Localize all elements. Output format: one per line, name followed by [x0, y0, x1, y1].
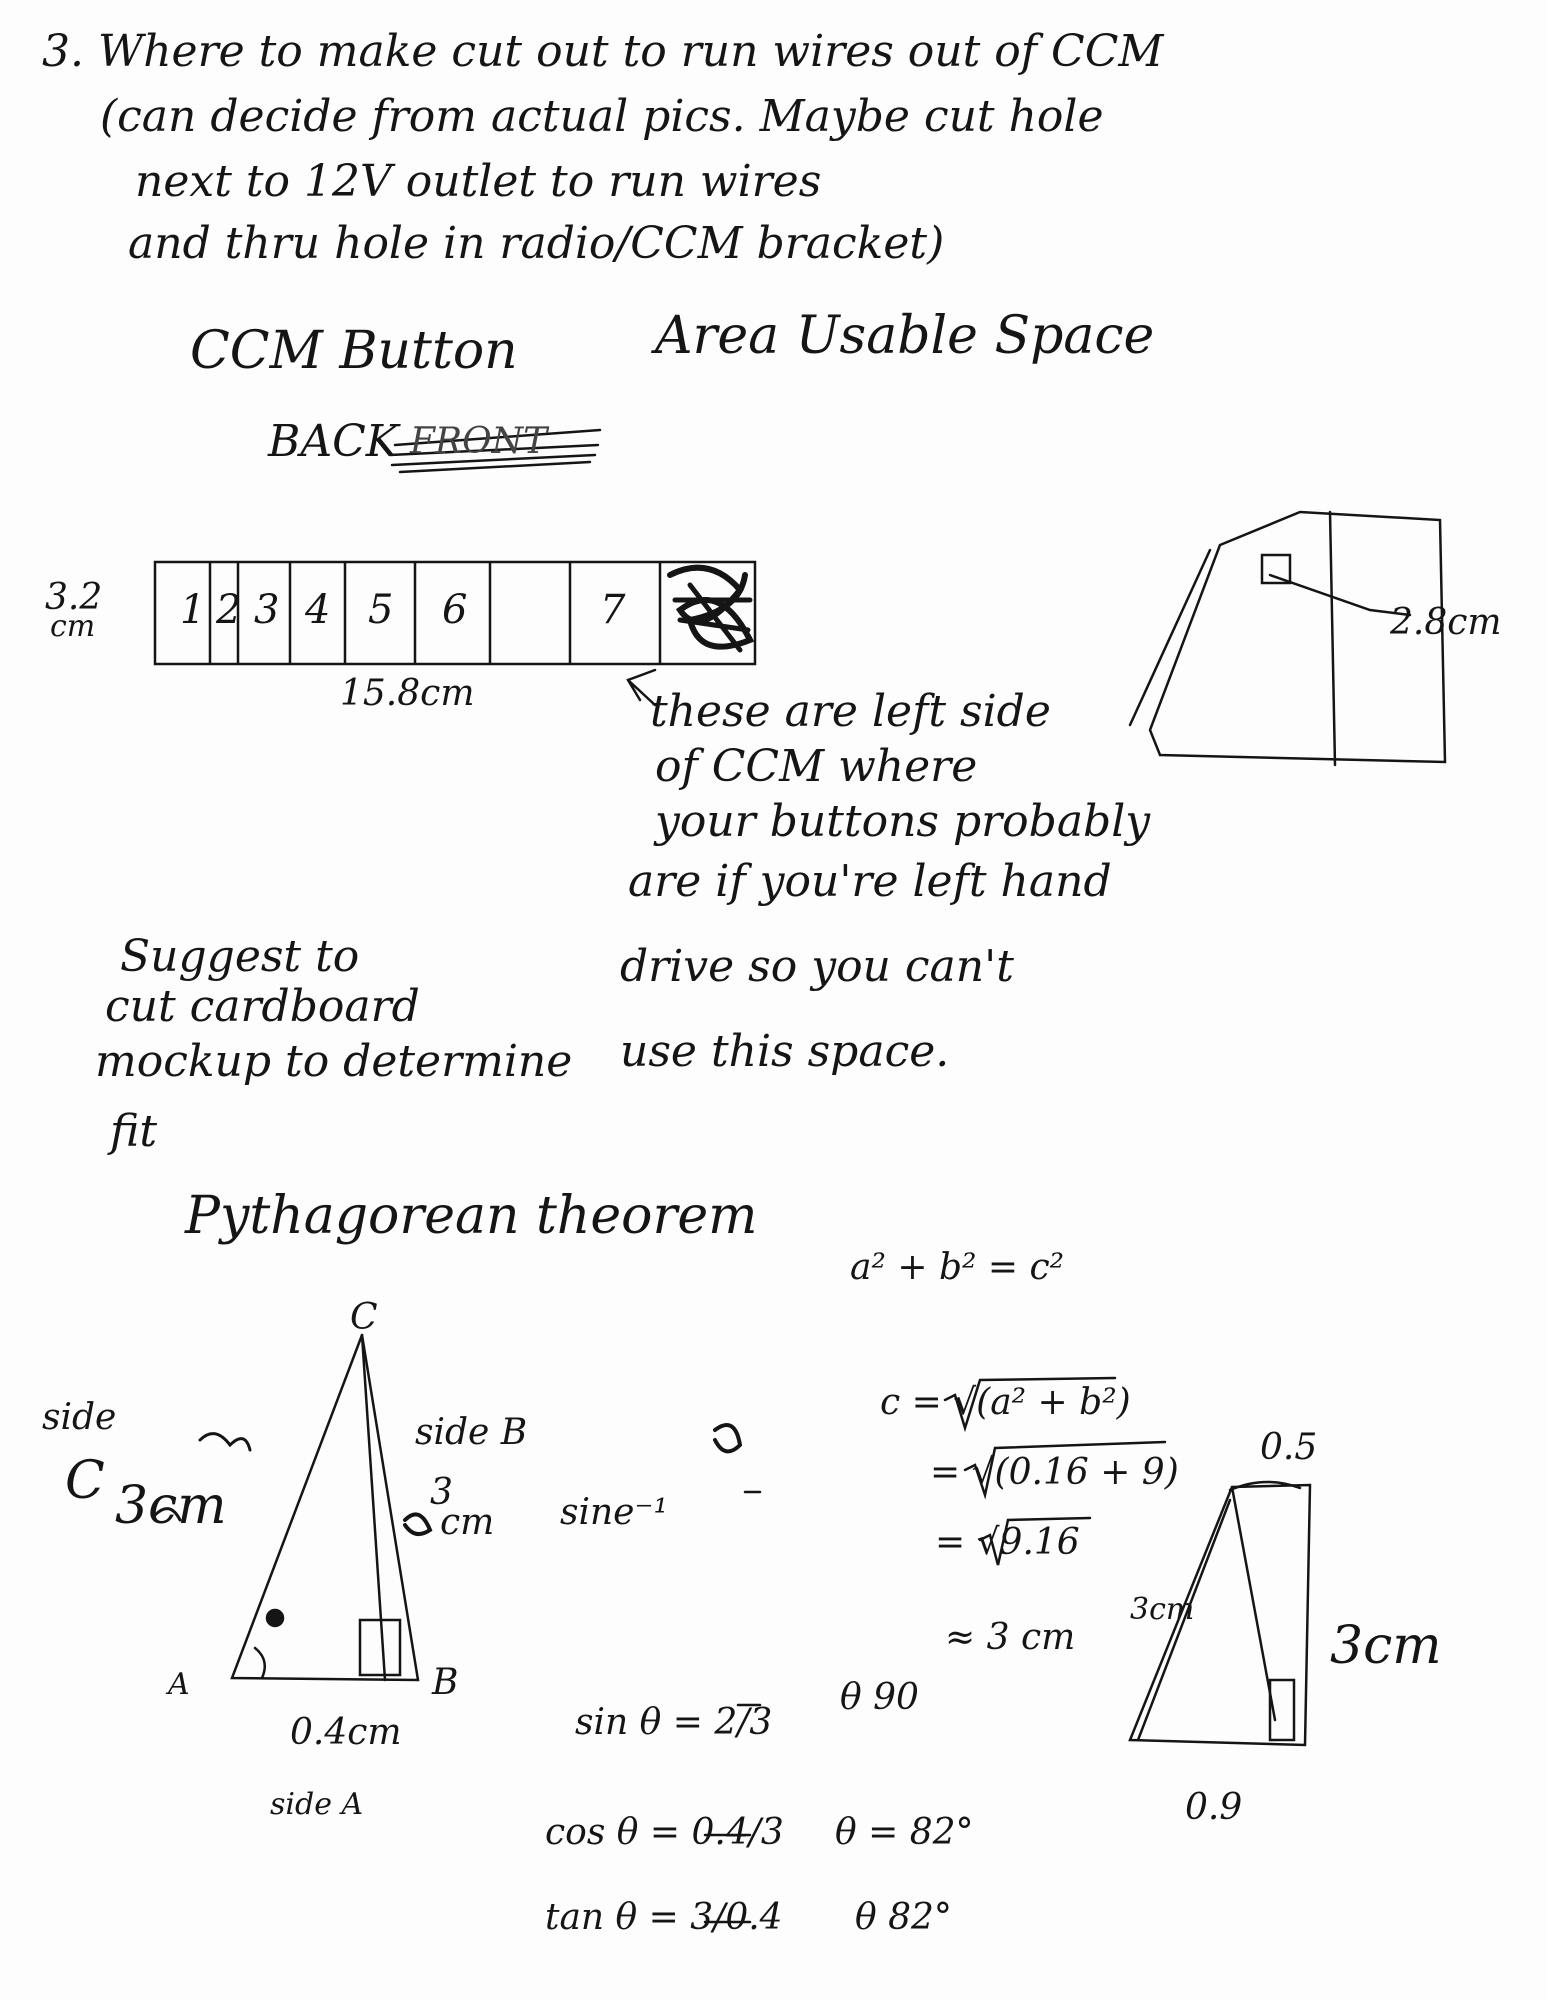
trapezoid-slant: 3cm: [1130, 1592, 1195, 1627]
trapezoid-top: 0.5: [1260, 1427, 1318, 1468]
suggestion-line-4: fit: [110, 1106, 158, 1157]
strip-cell: 6: [442, 587, 468, 633]
trig-sin: sin θ = 2/3: [575, 1702, 773, 1743]
vertex-b: B: [432, 1662, 459, 1703]
strip-cell: 2: [216, 587, 242, 633]
equation-step-4: ≈ 3 cm: [945, 1617, 1076, 1658]
side-c-letter: C: [65, 1451, 105, 1511]
side-a-label: side A: [270, 1787, 364, 1822]
side-diagram-label: 2.8cm: [1390, 602, 1502, 643]
equation-step-1: c = √(a² + b²): [880, 1382, 1131, 1423]
heading-front-struck: FRONT: [410, 421, 548, 462]
trig-tan: tan θ = 3/0.4: [545, 1897, 783, 1938]
strip-height-bottom: cm: [50, 609, 96, 644]
strip-width-label: 15.8cm: [340, 673, 475, 714]
theta-82-b: θ 82°: [855, 1897, 952, 1938]
equation-step-2: = √(0.16 + 9): [930, 1452, 1179, 1493]
note-line-3: next to 12V outlet to run wires: [135, 156, 822, 207]
suggestion-line-2: cut cardboard: [105, 981, 420, 1032]
annotation-line-6: use this space.: [620, 1026, 950, 1077]
vertex-c: C: [350, 1297, 378, 1338]
equation-step-3: = √9.16: [935, 1522, 1080, 1563]
strip-cell: 3: [254, 587, 280, 633]
annotation-line-3: your buttons probably: [655, 796, 1151, 847]
triangle-outline: [232, 1335, 418, 1680]
theta-90: θ 90: [840, 1677, 919, 1718]
suggestion-line-3: mockup to determine: [95, 1036, 573, 1087]
annotation-line-5: drive so you can't: [620, 941, 1014, 992]
side-a-value: 0.4cm: [290, 1712, 402, 1753]
note-line-4: and thru hole in radio/CCM bracket): [128, 218, 945, 269]
side-c-label: side: [42, 1397, 117, 1438]
formula: a² + b² = c²: [850, 1247, 1065, 1288]
strip-height-top: 3.2: [45, 577, 103, 618]
heading-usable-space: Area Usable Space: [655, 306, 1155, 366]
trapezoid-height: 3cm: [1330, 1616, 1442, 1676]
note-line-2: (can decide from actual pics. Maybe cut hole: [100, 91, 1104, 142]
heading-back: BACK: [268, 416, 399, 467]
heading-ccm-button: CCM Button: [190, 321, 518, 381]
trig-cos: cos θ = 0.4/3: [545, 1812, 784, 1853]
vertex-a: A: [168, 1667, 190, 1702]
theta-82: θ = 82°: [835, 1812, 974, 1853]
sine-inverse: sine⁻¹: [560, 1492, 668, 1533]
trapezoid-bottom: 0.9: [1185, 1787, 1243, 1828]
pythagorean-title: Pythagorean theorem: [185, 1186, 758, 1246]
annotation-line-4: are if you're left hand: [628, 856, 1112, 907]
strip-cell: 4: [305, 587, 331, 633]
side-b-value-top: 3: [430, 1472, 453, 1513]
side-b-value-bottom: cm: [440, 1502, 495, 1543]
strip-cell: 1: [180, 587, 206, 633]
note-line-1: 3. Where to make cut out to run wires out of CCM: [42, 26, 1164, 77]
strip-cell: 7: [600, 587, 626, 633]
side-c-value: 3cm: [115, 1476, 227, 1536]
strip-cell: 5: [368, 587, 394, 633]
annotation-line-1: these are left side: [650, 686, 1051, 737]
annotation-line-2: of CCM where: [655, 741, 978, 792]
suggestion-line-1: Suggest to: [120, 931, 360, 982]
side-b-label: side B: [415, 1412, 528, 1453]
